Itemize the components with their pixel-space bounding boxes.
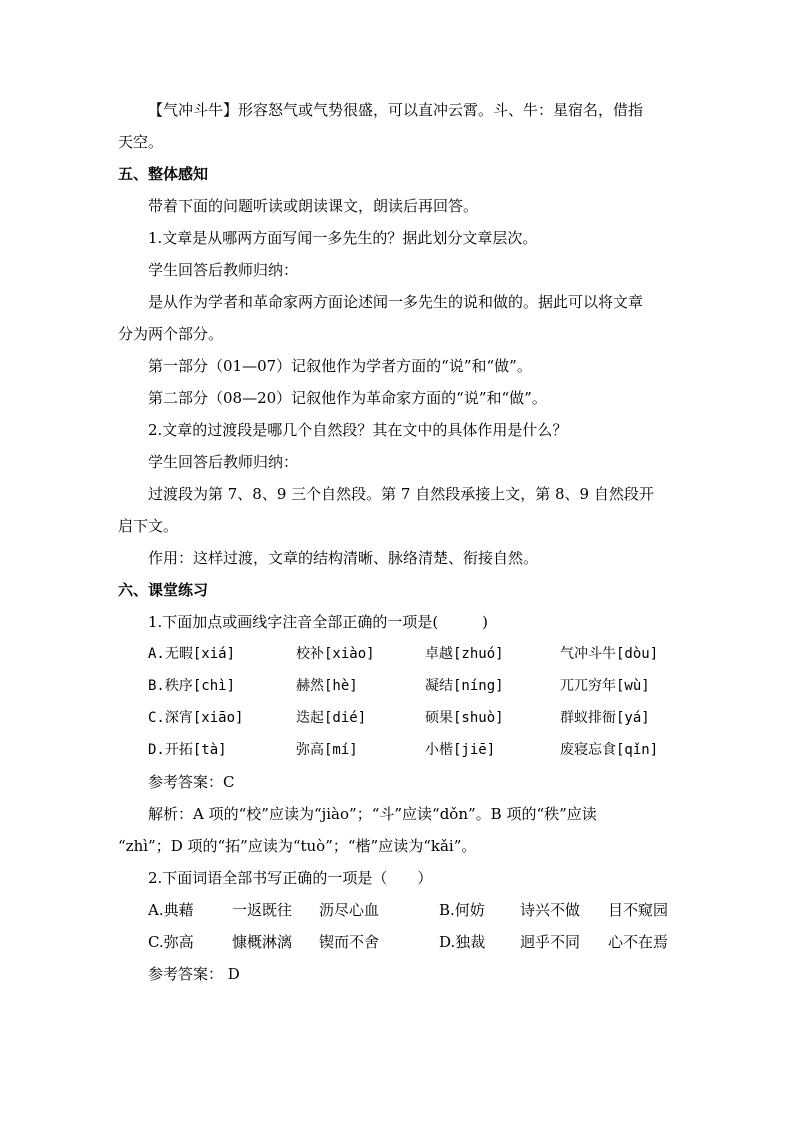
exercise-1-question-close: ) <box>482 613 489 631</box>
ex1-option-d-3: 小楷[jiē] <box>425 742 496 758</box>
paragraph-intro: 带着下面的问题听读或朗读课文，朗读后再回答。 <box>148 197 479 215</box>
ex1-option-c-1: C.深宵[xiāo] <box>148 710 244 726</box>
ex2-option-d-1: D.独裁 <box>439 933 486 951</box>
question-2: 2.文章的过渡段是哪几个自然段？其在文中的具体作用是什么？ <box>148 421 568 439</box>
answer-1-line-1: 是从作为学者和革命家两方面论述闻一多先生的说和做的。据此可以将文章 <box>148 293 644 311</box>
ex1-option-b-1: B.秩序[chì] <box>148 678 236 694</box>
ex1-option-d-4: 废寝忘食[qǐn] <box>560 742 659 758</box>
question-1: 1.文章是从哪两方面写闻一多先生的？据此划分文章层次。 <box>148 229 538 247</box>
ex1-option-a-1: A.无暇[xiá] <box>148 646 236 662</box>
ex2-option-c-2: 慷概淋漓 <box>232 933 293 951</box>
ex2-option-a-3: 沥尽心血 <box>319 901 380 919</box>
exercise-2-question <box>148 868 432 888</box>
exercise-1-explanation-line-2: “zhì”；D 项的“拓”应读为“tuò”；“楷”应读为“kǎi”。 <box>118 837 477 855</box>
exercise-1-answer: 参考答案：C <box>148 773 235 791</box>
ex1-option-a-2: 校补[xiào] <box>296 646 375 662</box>
answer-2-line-1: 过渡段为第 7、8、9 三个自然段。第 7 自然段承接上文，第 8、9 自然段开 <box>148 485 654 503</box>
ex2-option-a-1: A.典藉 <box>148 901 194 919</box>
ex2-option-b-1: B.何妨 <box>439 901 485 919</box>
exercise-1-question-text: 1.下面加点或画线字注音全部正确的一项是( <box>148 613 439 631</box>
section-5-heading: 五、整体感知 <box>118 165 209 183</box>
ex1-option-b-3: 凝结[níng] <box>425 678 504 694</box>
answer-2-line-2: 启下文。 <box>118 517 179 535</box>
ex2-option-d-3: 心不在焉 <box>608 933 669 951</box>
ex1-option-a-3: 卓越[zhuó] <box>425 646 504 662</box>
ex1-option-c-3: 硕果[shuò] <box>425 710 504 726</box>
ex2-option-b-2: 诗兴不做 <box>520 901 581 919</box>
exercise-1-explanation-line-1: 解析：A 项的“校”应读为“jiào”；“斗”应读“dǒn”。B 项的“秩”应读 <box>148 805 597 823</box>
ex1-option-b-4: 兀兀穷年[wù] <box>560 678 650 694</box>
exercise-2-question-text: 2.下面词语全部书写正确的一项是（ <box>148 869 388 887</box>
answer-2-lead: 学生回答后教师归纳： <box>148 453 299 471</box>
part-2-description: 第二部分（08—20）记叙他作为革命家方面的“说”和“做”。 <box>148 389 547 407</box>
answer-1-lead: 学生回答后教师归纳： <box>148 261 299 279</box>
ex1-option-c-2: 迭起[dié] <box>296 710 367 726</box>
idiom-definition-line-1: 【气冲斗牛】形容怒气或气势很盛，可以直冲云霄。斗、牛：星宿名，借指 <box>148 101 644 119</box>
ex1-option-a-4: 气冲斗牛[dòu] <box>560 646 659 662</box>
answer-2-line-3: 作用：这样过渡，文章的结构清晰、脉络清楚、衔接自然。 <box>148 549 539 567</box>
part-1-description: 第一部分（01—07）记叙他作为学者方面的“说”和“做”。 <box>148 357 532 375</box>
exercise-2-answer: 参考答案： D <box>148 965 240 983</box>
section-6-heading: 六、课堂练习 <box>118 581 209 599</box>
ex2-option-a-2: 一返既往 <box>232 901 293 919</box>
ex1-option-d-2: 弥高[mí] <box>296 742 358 758</box>
exercise-2-question-close: ） <box>417 869 433 887</box>
ex2-option-c-1: C.弥高 <box>148 933 194 951</box>
idiom-definition-line-2: 天空。 <box>118 133 164 151</box>
exercise-1-question <box>148 612 488 632</box>
answer-1-line-2: 分为两个部分。 <box>118 325 224 343</box>
ex2-option-b-3: 目不窥园 <box>608 901 669 919</box>
ex1-option-c-4: 群蚁排衙[yá] <box>560 710 650 726</box>
ex2-option-c-3: 锲而不舍 <box>319 933 380 951</box>
ex2-option-d-2: 迥乎不同 <box>520 933 581 951</box>
ex1-option-b-2: 赫然[hè] <box>296 678 358 694</box>
ex1-option-d-1: D.开拓[tà] <box>148 742 227 758</box>
